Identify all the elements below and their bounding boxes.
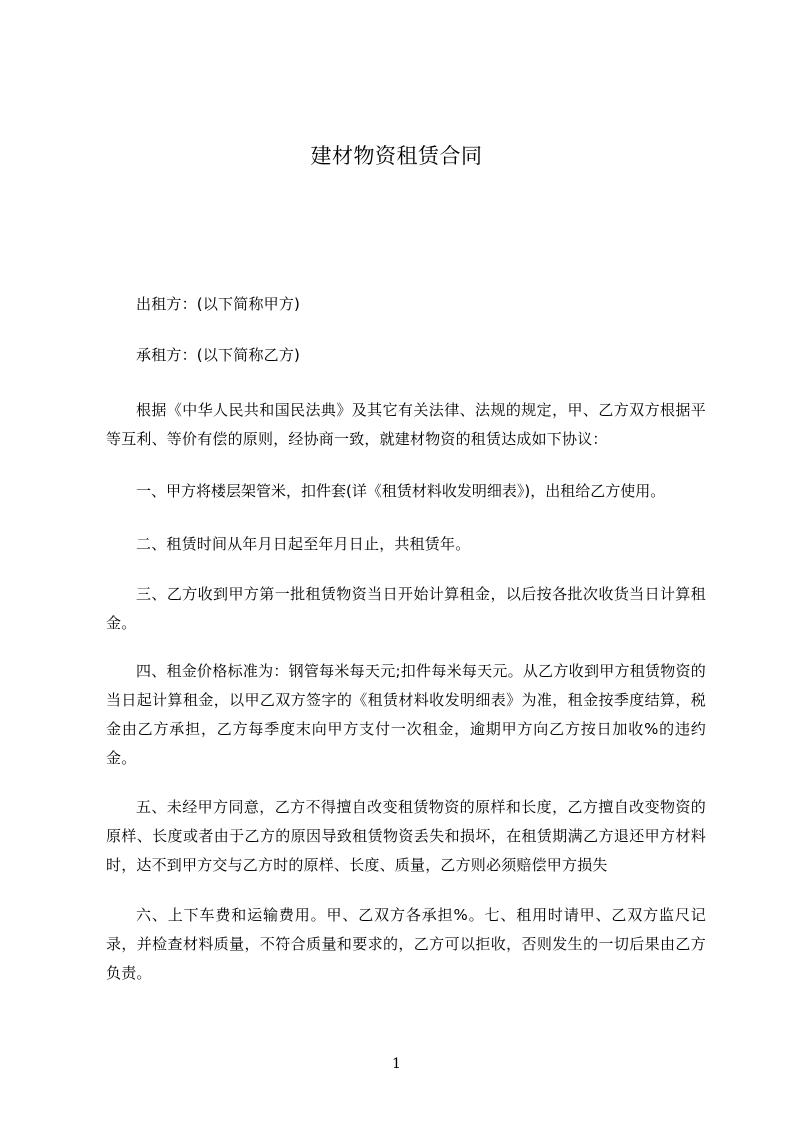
document-title: 建材物资租赁合同 <box>310 144 483 168</box>
clause-4: 四、租金价格标准为：钢管每米每天元;扣件每米每天元。从乙方收到甲方租赁物资的当日起计算租金，以甲乙双方签字的《租赁材料收发明细表》为准，租金按季度结算，税金由乙方承担，乙方每季度末向甲方支付一次租金，逾期甲方向乙方按日加收%的违约金。 <box>106 662 706 767</box>
preamble-paragraph: 根据《中华人民共和国民法典》及其它有关法律、法规的规定，甲、乙方双方根据平等互利、等价有偿的原则，经协商一致，就建材物资的租赁达成如下协议： <box>106 401 706 448</box>
lessee-line: 承租方：(以下简称乙方) <box>136 346 301 364</box>
clause-6-7: 六、上下车费和运输费用。甲、乙双方各承担%。七、租用时请甲、乙双方监尺记录，并检查材料质量，不符合质量和要求的，乙方可以拒收，否则发生的一切后果由乙方负责。 <box>106 906 706 982</box>
clause-5: 五、未经甲方同意，乙方不得擅自改变租赁物资的原样和长度，乙方擅自改变物资的原样、长度或者由于乙方的原因导致租赁物资丢失和损坏，在租赁期满乙方退还甲方材料时，达不到甲方交与乙方时的原样、长度、质量，乙方则必须赔偿甲方损失 <box>106 798 706 874</box>
page-number: 1 <box>392 1056 401 1072</box>
clause-3: 三、乙方收到甲方第一批租赁物资当日开始计算租金，以后按各批次收货当日计算租金。 <box>106 585 706 632</box>
clause-1: 一、甲方将楼层架管米，扣件套(详《租赁材料收发明细表》)，出租给乙方使用。 <box>136 482 666 500</box>
clause-2: 二、租赁时间从年月日起至年月日止，共租赁年。 <box>136 535 471 553</box>
lessor-line: 出租方：(以下简称甲方) <box>136 295 301 313</box>
